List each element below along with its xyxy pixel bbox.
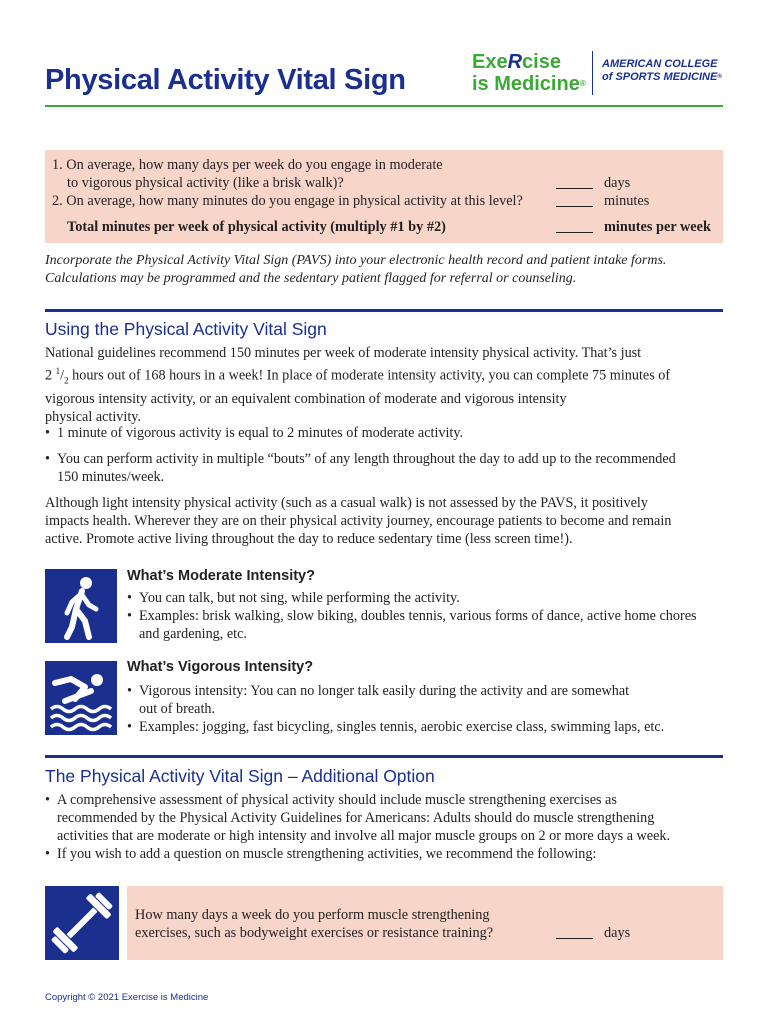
paragraph-text: hours out of 168 hours in a week! In place of moderate intensity activity, you can complete 75 minutes of xyxy=(68,367,671,384)
paragraph-line: Although light intensity physical activity (such as a casual walk) is not assessed by the PAVS, it positively xyxy=(45,495,648,511)
list-item-line: activities that are moderate or high intensity and involve all major muscle groups on 2 or more days a week. xyxy=(57,828,671,844)
using-paragraph-1 xyxy=(45,344,735,426)
walking-person-icon xyxy=(45,569,117,643)
logo-rx-mark: R xyxy=(507,51,523,73)
moderate-heading: What’s Moderate Intensity? xyxy=(127,568,315,584)
copyright-footer: Copyright © 2021 Exercise is Medicine xyxy=(45,992,209,1003)
total-minutes-field[interactable] xyxy=(556,219,593,233)
minutes-per-week-unit: minutes per week xyxy=(604,219,711,235)
logo-text: of SPORTS MEDICINE xyxy=(602,71,718,83)
logo-text: Exe xyxy=(472,51,508,73)
total-minutes-label: Total minutes per week of physical activity (multiply #1 by #2) xyxy=(67,219,446,235)
intro-note-line: Calculations may be programmed and the sedentary patient flagged for referral or counseling. xyxy=(45,271,577,286)
intro-note xyxy=(45,252,725,288)
logo-divider xyxy=(592,51,593,95)
paragraph-line: 2 $^1/_2$ hours out of 168 hours in a week! In place of moderate intensity activity, you can complete 75 minutes of xyxy=(45,366,671,386)
question-1-line-1: 1. On average, how many days per week do you engage in moderate xyxy=(52,157,443,173)
list-item xyxy=(127,718,727,736)
section-heading-additional-option: The Physical Activity Vital Sign – Additional Option xyxy=(45,766,435,786)
days-answer-field[interactable] xyxy=(556,175,593,189)
bullet: • xyxy=(127,683,132,699)
dumbbell-icon xyxy=(45,886,119,960)
list-item xyxy=(127,682,727,718)
list-item-text xyxy=(139,682,629,718)
section-divider xyxy=(45,755,723,758)
list-item xyxy=(45,424,735,442)
list-item-text: If you wish to add a question on muscle strengthening activities, we recommend the following: xyxy=(57,846,597,862)
logo-text: is Medicine xyxy=(472,73,580,95)
strength-days-answer-field[interactable] xyxy=(556,925,593,939)
question-2: 2. On average, how many minutes do you engage in physical activity at this level? xyxy=(52,193,523,209)
minutes-unit: minutes xyxy=(604,193,650,209)
using-paragraph-2 xyxy=(45,494,735,548)
bullet: • xyxy=(127,719,132,735)
acsm-logo xyxy=(602,58,722,84)
list-item-line: You can perform activity in multiple “bouts” of any length throughout the day to add up to the recommended xyxy=(57,451,676,467)
list-item-line: out of breath. xyxy=(139,701,216,717)
question-1-line-2: to vigorous physical activity (like a brisk walk)? xyxy=(67,175,344,191)
page-title: Physical Activity Vital Sign xyxy=(45,64,406,96)
list-item-text: Examples: jogging, fast bicycling, singles tennis, aerobic exercise class, swimming laps, etc. xyxy=(139,719,665,735)
list-item xyxy=(45,791,735,845)
registered-mark: ® xyxy=(717,74,722,80)
registered-mark: ® xyxy=(579,79,586,88)
strength-question-line-2: exercises, such as bodyweight exercises or resistance training? xyxy=(135,925,494,941)
list-item-text xyxy=(57,450,676,486)
list-item-text xyxy=(139,607,697,643)
strength-question-line-1: How many days a week do you perform muscle strengthening xyxy=(135,907,490,923)
paragraph-line: vigorous intensity activity, or an equivalent combination of moderate and vigorous intensity xyxy=(45,390,567,407)
list-item xyxy=(45,845,735,863)
bullet: • xyxy=(45,451,50,467)
list-item-text: 1 minute of vigorous activity is equal to 2 minutes of moderate activity. xyxy=(57,425,464,441)
list-item-line: Vigorous intensity: You can no longer talk easily during the activity and are somewhat xyxy=(139,683,630,699)
logo-text: cise xyxy=(522,51,561,73)
section-divider xyxy=(45,309,723,312)
list-item-line: Examples: brisk walking, slow biking, doubles tennis, various forms of dance, active home chores xyxy=(139,608,697,624)
list-item-text xyxy=(57,791,670,845)
bullet: • xyxy=(45,792,50,808)
vigorous-heading: What’s Vigorous Intensity? xyxy=(127,659,314,675)
list-item-line: recommended by the Physical Activity Guidelines for Americans: Adults should do muscle strengthening xyxy=(57,810,655,826)
bullet: • xyxy=(45,846,50,862)
exercise-is-medicine-logo xyxy=(470,50,586,98)
list-item xyxy=(127,589,727,607)
fraction-denominator: 2 xyxy=(64,375,69,386)
list-item xyxy=(127,607,727,643)
header-divider xyxy=(45,105,723,107)
days-unit: days xyxy=(604,175,631,191)
paragraph-line: impacts health. Wherever they are on their physical activity journey, encourage patients to become and remain xyxy=(45,513,672,529)
strength-days-unit: days xyxy=(604,925,631,941)
paragraph-line: physical activity. xyxy=(45,408,142,425)
swimmer-icon xyxy=(45,661,117,735)
list-item-line: 150 minutes/week. xyxy=(57,469,165,485)
paragraph-line: active. Promote active living throughout the day to reduce sedentary time (less screen time!). xyxy=(45,531,573,547)
list-item-line: and gardening, etc. xyxy=(139,626,247,642)
paragraph-line: National guidelines recommend 150 minutes per week of moderate intensity physical activity. That’s just xyxy=(45,345,642,361)
number: 2 xyxy=(45,367,53,384)
bullet: • xyxy=(127,608,132,624)
list-item xyxy=(45,450,735,486)
list-item-line: A comprehensive assessment of physical activity should include muscle strengthening exercises as xyxy=(57,792,617,808)
list-item-text: You can talk, but not sing, while performing the activity. xyxy=(139,590,460,606)
section-heading-using: Using the Physical Activity Vital Sign xyxy=(45,319,327,339)
bullet: • xyxy=(45,425,50,441)
minutes-answer-field[interactable] xyxy=(556,193,593,207)
bullet: • xyxy=(127,590,132,606)
intro-note-line: Incorporate the Physical Activity Vital Sign (PAVS) into your electronic health record and patient intake forms. xyxy=(45,253,667,268)
logo-text: AMERICAN COLLEGE xyxy=(602,58,718,70)
fraction-numerator: 1 xyxy=(55,366,61,376)
